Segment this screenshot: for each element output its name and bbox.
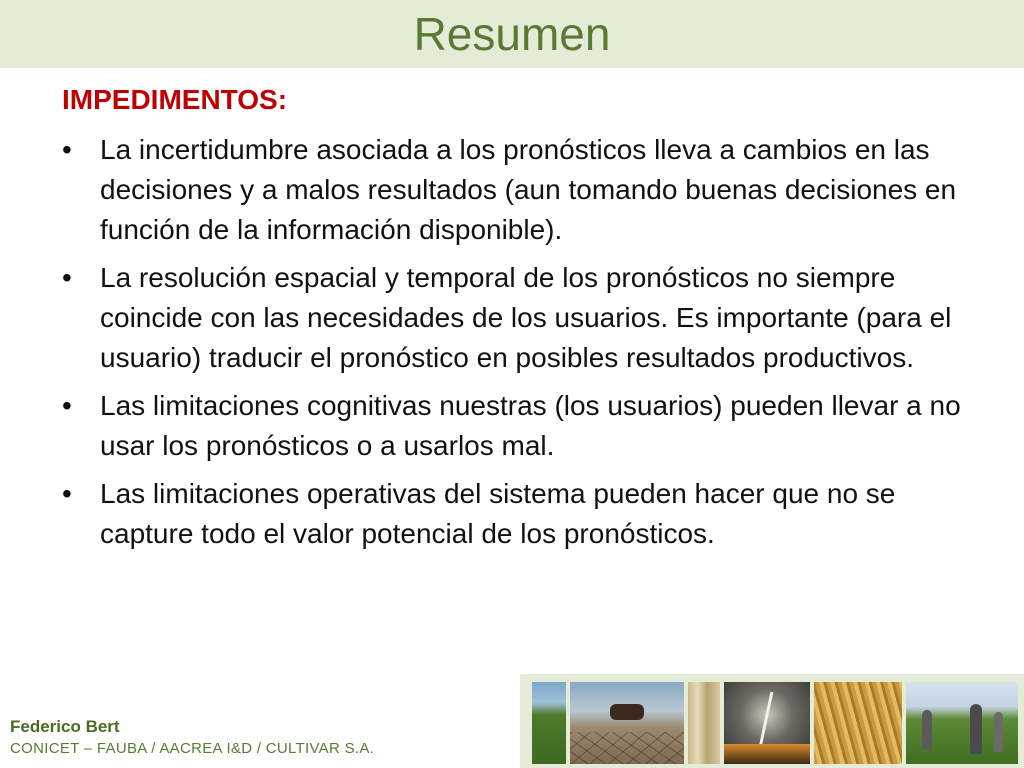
bullet-mark: • <box>62 134 72 165</box>
bullet-item <box>62 474 982 554</box>
sunset-glow <box>724 744 810 764</box>
bullet-item <box>62 130 982 250</box>
bullet-text: La incertidumbre asociada a los pronósticos lleva a cambios en las decisiones y a malos resultados (aun tomando buenas decisiones en función de la información disponible). <box>100 134 957 245</box>
cracked-soil <box>570 732 684 764</box>
farmer-figure <box>994 712 1003 752</box>
bullet-mark: • <box>62 390 72 421</box>
bullet-mark: • <box>62 478 72 509</box>
footer-organizations: CONICET – FAUBA / AACREA I&D / CULTIVAR S.A. <box>10 740 375 757</box>
bullet-text: La resolución espacial y temporal de los pronósticos no siempre coincide con las necesidades de los usuarios. Es importante (para el usuario) traducir el pronóstico en posibles resultados productivos. <box>100 262 952 373</box>
lightning-storm-photo <box>724 682 810 764</box>
farmers-in-field-photo <box>906 682 1018 764</box>
section-heading: IMPEDIMENTOS: <box>62 84 288 115</box>
photo-strip <box>520 674 1024 768</box>
bullet-item <box>62 386 982 466</box>
crop-field-photo <box>532 682 566 764</box>
farmer-figure <box>970 704 982 754</box>
bullet-text: Las limitaciones operativas del sistema pueden hacer que no se capture todo el valor potencial de los pronósticos. <box>100 478 896 549</box>
slide-title: Resumen <box>413 8 611 60</box>
footer-author: Federico Bert <box>10 717 120 736</box>
bullet-item <box>62 258 982 378</box>
bullet-mark: • <box>62 262 72 293</box>
farmer-figure <box>922 710 932 750</box>
wheat-stalks-photo <box>688 682 720 764</box>
bullet-text: Las limitaciones cognitivas nuestras (los usuarios) pueden llevar a no usar los pronósticos o a usarlos mal. <box>100 390 961 461</box>
wheat-field-photo <box>814 682 902 764</box>
bullet-list <box>62 130 982 562</box>
lightning-bolt <box>758 692 774 752</box>
cow-shape <box>610 704 644 720</box>
drought-cow-photo <box>570 682 684 764</box>
